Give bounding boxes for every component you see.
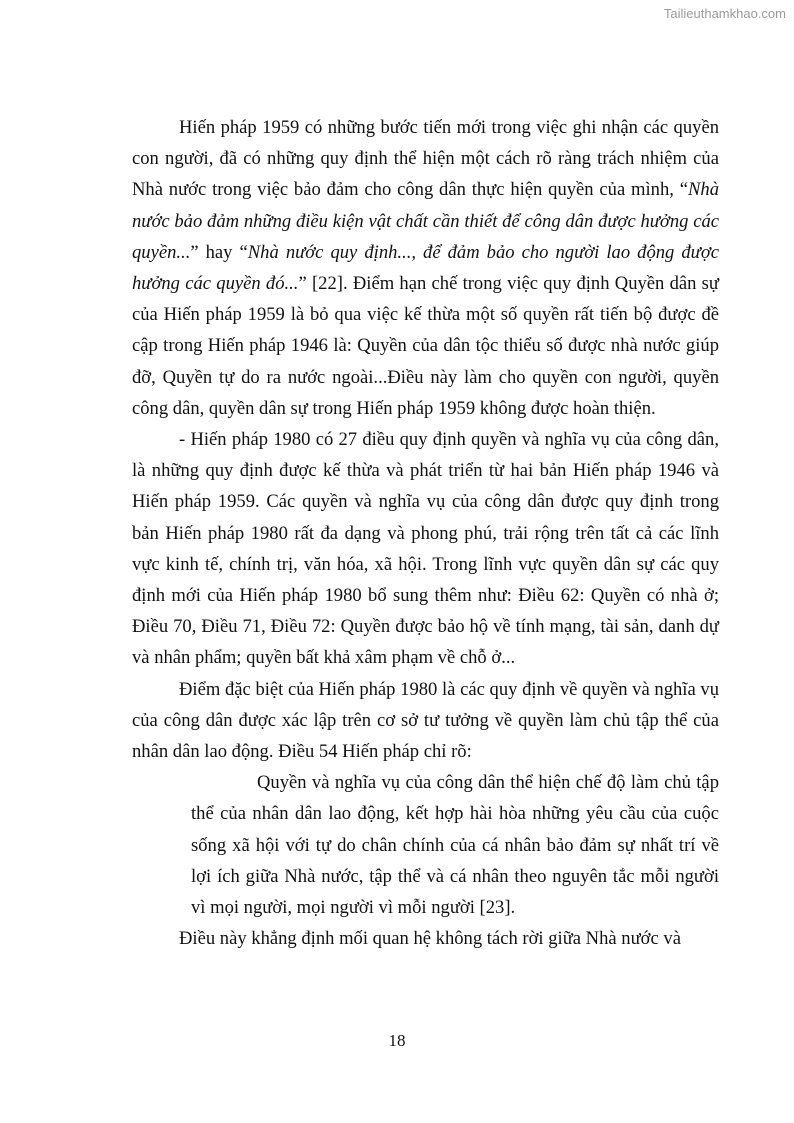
paragraph-hien-phap-1980: - Hiến pháp 1980 có 27 điều quy định quyền và nghĩa vụ của công dân, là những quy định được kế thừa và phát triển từ hai bản Hiến pháp 1946 và Hiến pháp 1959. Các quyền và nghĩa vụ của công dân được quy định trong bản Hiến pháp 1980 rất đa dạng và phong phú, trải rộng trên tất cả các lĩnh vực kinh tế, chính trị, văn hóa, xã hội. Trong lĩnh vực quyền dân sự các quy định mới của Hiến pháp 1980 bổ sung thêm như: Điều 62: Quyền có nhà ở; Điều 70, Điều 71, Điều 72: Quyền được bảo hộ về tính mạng, tài sản, danh dự và nhân phẩm; quyền bất khả xâm phạm về chỗ ở... <box>132 429 719 669</box>
paragraph-diem-dac-biet: Điểm đặc biệt của Hiến pháp 1980 là các quy định về quyền và nghĩa vụ của công dân được xác lập trên cơ sở tư tưởng về quyền làm chủ tập thể của nhân dân lao động. Điều 54 Hiến pháp chỉ rõ: <box>132 678 719 763</box>
paragraph-dieu-nay: Điều này khẳng định mối quan hệ không tách rời giữa Nhà nước và <box>179 928 681 950</box>
paragraph-hien-phap-1959 <box>132 112 719 424</box>
paragraph-text: ” hay “ <box>190 241 248 263</box>
paragraph-text: Hiến pháp 1959 có những bước tiến mới trong việc ghi nhận các quyền con người, đã có những quy định thể hiện một cách rõ ràng trách nhiệm của Nhà nước trong việc bảo đảm cho công dân thực hiện quyền của mình, “ <box>132 117 719 201</box>
italic-quote: Nhà nước quy định..., để đảm bảo cho người lao động được hưởng các quyền đó... <box>132 241 719 295</box>
document-body <box>132 112 719 954</box>
block-quote-dieu-54: Quyền và nghĩa vụ của công dân thể hiện chế độ làm chủ tập thể của nhân dân lao động, kết hợp hài hòa những yêu cầu của cuộc sống xã hội với tự do chân chính của cá nhân bảo đảm sự nhất trí về lợi ích giữa Nhà nước, tập thể và cá nhân theo nguyên tắc mỗi người vì mọi người, mọi người vì mỗi người [23]. <box>191 772 719 919</box>
watermark-text: Tailieuthamkhao.com <box>663 6 786 21</box>
paragraph-text: ” [22]. Điểm hạn chế trong việc quy định Quyền dân sự của Hiến pháp 1959 là bỏ qua việc kế thừa một số quyền rất tiến bộ được đề cập trong Hiến pháp 1946 là: Quyền của dân tộc thiểu số được nhà nước giúp đỡ, Quyền tự do ra nước ngoài...Điều này làm cho quyền con người, quyền công dân, quyền dân sự trong Hiến pháp 1959 không được hoàn thiện. <box>132 273 720 419</box>
italic-quote: Nhà nước bảo đảm những điều kiện vật chất cần thiết để công dân được hưởng các quyền... <box>132 179 719 263</box>
page-number: 18 <box>388 1031 406 1050</box>
